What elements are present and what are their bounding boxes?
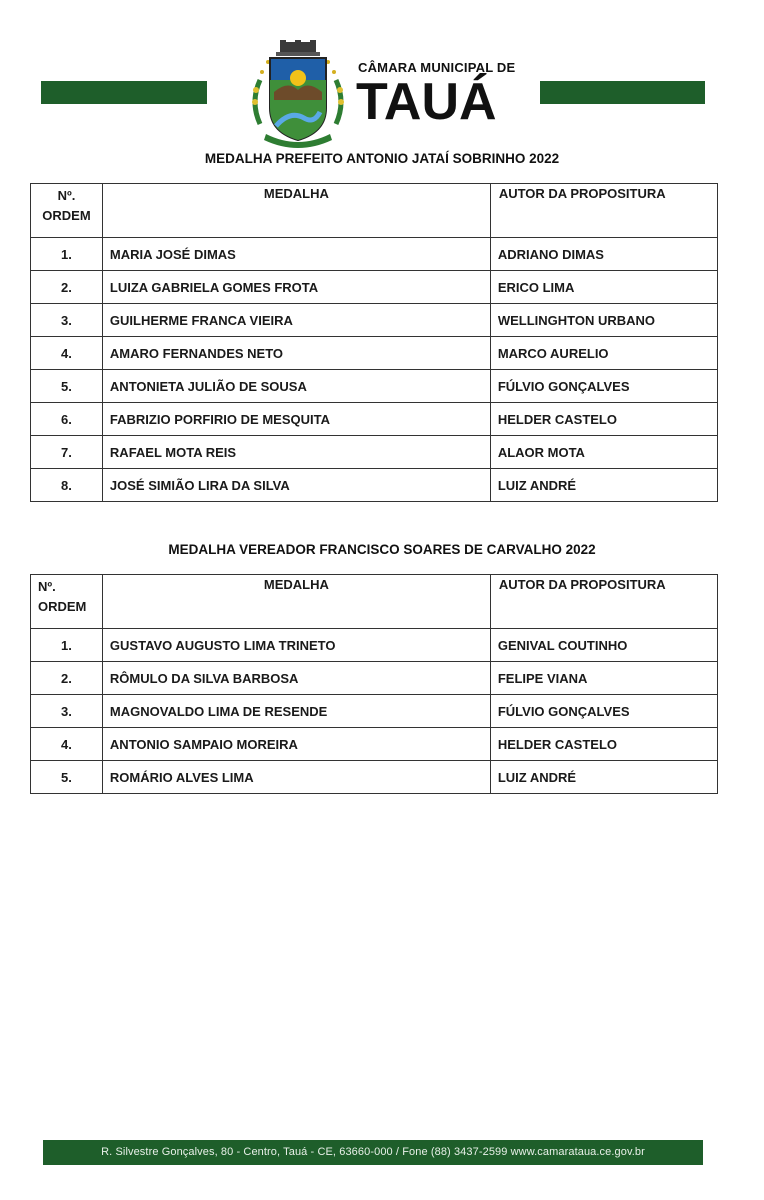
table-header-row [31,184,718,238]
column-header-medal: MEDALHA [102,575,490,629]
table-row [31,238,718,271]
table-row [31,370,718,403]
header-right-green-bar [540,81,705,104]
row-author: WELLINGHTON URBANO [490,304,717,337]
row-number: 1. [31,629,103,662]
row-number: 3. [31,695,103,728]
row-medal-recipient: ROMÁRIO ALVES LIMA [102,761,490,794]
row-medal-recipient: RAFAEL MOTA REIS [102,436,490,469]
section-title: MEDALHA VEREADOR FRANCISCO SOARES DE CARVALHO 2022 [168,542,596,557]
institution-name-line2: TAUÁ [356,73,497,131]
row-number: 4. [31,728,103,761]
row-medal-recipient: LUIZA GABRIELA GOMES FROTA [102,271,490,304]
row-author: ALAOR MOTA [490,436,717,469]
row-number: 7. [31,436,103,469]
section-title: MEDALHA PREFEITO ANTONIO JATAÍ SOBRINHO 2022 [204,151,560,166]
row-number: 2. [31,662,103,695]
table-row [31,469,718,502]
row-medal-recipient: RÔMULO DA SILVA BARBOSA [102,662,490,695]
table-row [31,695,718,728]
table-row [31,403,718,436]
row-author: LUIZ ANDRÉ [490,469,717,502]
row-medal-recipient: ANTONIO SAMPAIO MOREIRA [102,728,490,761]
institution-name-line1: CÂMARA MUNICIPAL DE [358,60,516,75]
row-number: 4. [31,337,103,370]
row-medal-recipient: MARIA JOSÉ DIMAS [102,238,490,271]
column-header-number: Nº. ORDEM [31,575,103,629]
table-row [31,337,718,370]
table-header-row [31,575,718,629]
table-row [31,728,718,761]
row-medal-recipient: JOSÉ SIMIÃO LIRA DA SILVA [102,469,490,502]
row-medal-recipient: AMARO FERNANDES NETO [102,337,490,370]
row-author: LUIZ ANDRÉ [490,761,717,794]
row-medal-recipient: ANTONIETA JULIÃO DE SOUSA [102,370,490,403]
row-author: FÚLVIO GONÇALVES [490,695,717,728]
header-left-green-bar [41,81,207,104]
table-row [31,436,718,469]
row-author: MARCO AURELIO [490,337,717,370]
row-medal-recipient: FABRIZIO PORFIRIO DE MESQUITA [102,403,490,436]
row-number: 2. [31,271,103,304]
row-number: 8. [31,469,103,502]
table-row [31,271,718,304]
footer-address-bar: R. Silvestre Gonçalves, 80 - Centro, Tauá - CE, 63660-000 / Fone (88) 3437-2599 www.camarataua.ce.gov.br [43,1140,703,1165]
row-author: ADRIANO DIMAS [490,238,717,271]
row-number: 5. [31,370,103,403]
row-author: ERICO LIMA [490,271,717,304]
row-number: 5. [31,761,103,794]
row-author: HELDER CASTELO [490,728,717,761]
table-row [31,304,718,337]
row-author: HELDER CASTELO [490,403,717,436]
table-row [31,629,718,662]
row-author: FÚLVIO GONÇALVES [490,370,717,403]
row-author: GENIVAL COUTINHO [490,629,717,662]
municipal-crest-icon [246,40,350,148]
row-number: 1. [31,238,103,271]
row-number: 3. [31,304,103,337]
medal-table [30,574,718,794]
column-header-medal: MEDALHA [102,184,490,238]
row-medal-recipient: GUILHERME FRANCA VIEIRA [102,304,490,337]
column-header-author: AUTOR DA PROPOSITURA [490,575,717,629]
row-number: 6. [31,403,103,436]
column-header-author: AUTOR DA PROPOSITURA [490,184,717,238]
table-row [31,761,718,794]
column-header-number: Nº. ORDEM [31,184,103,238]
row-author: FELIPE VIANA [490,662,717,695]
row-medal-recipient: MAGNOVALDO LIMA DE RESENDE [102,695,490,728]
medal-table [30,183,718,502]
row-medal-recipient: GUSTAVO AUGUSTO LIMA TRINETO [102,629,490,662]
table-row [31,662,718,695]
